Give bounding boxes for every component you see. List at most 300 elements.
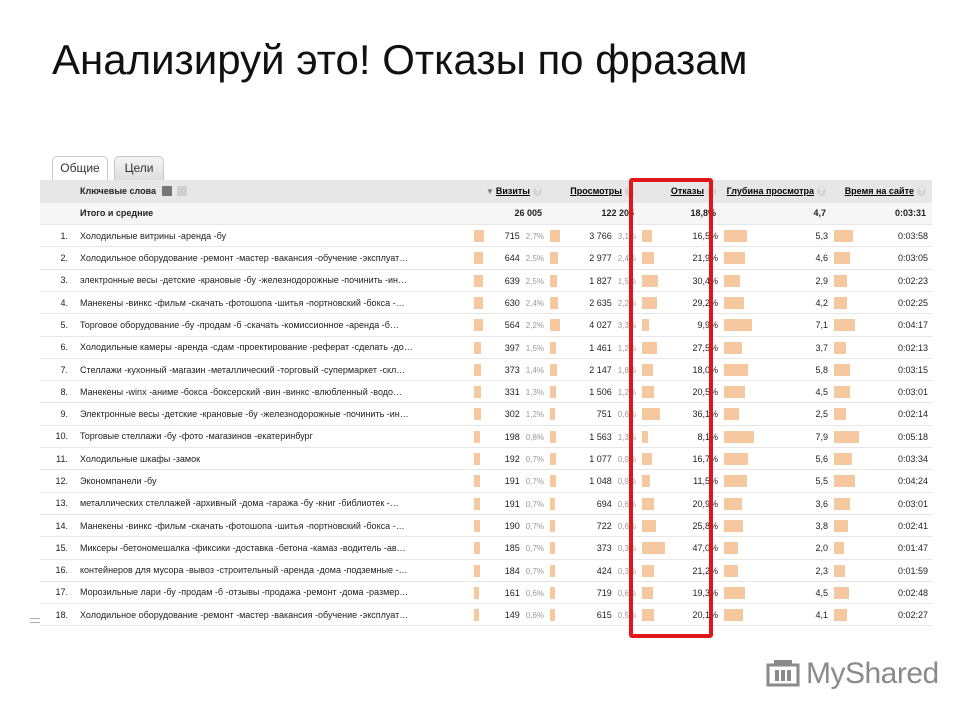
views-bar xyxy=(550,431,556,443)
views-cell-value: 2 635 xyxy=(589,297,612,308)
visits-cell xyxy=(472,291,548,313)
keyword-phrase[interactable]: Холодильное оборудование -ремонт -мастер -вакансия -обучение -эксплуат… xyxy=(76,247,472,269)
views-bar xyxy=(550,408,555,420)
views-bar xyxy=(550,364,557,376)
visits-bar xyxy=(474,542,480,554)
depth-bar xyxy=(724,520,743,532)
views-bar xyxy=(550,565,555,577)
depth-cell xyxy=(722,358,832,380)
table-row[interactable] xyxy=(40,514,932,536)
depth-cell-value: 2,0 xyxy=(815,543,828,554)
keyword-phrase[interactable]: Холодильные витрины -аренда -бу xyxy=(76,225,472,247)
table-row[interactable] xyxy=(40,448,932,470)
depth-bar xyxy=(724,275,740,287)
views-cell-value: 1 077 xyxy=(589,454,612,465)
time-cell xyxy=(832,448,932,470)
row-number: 16. xyxy=(40,559,76,581)
views-cell-value: 1 461 xyxy=(589,342,612,353)
help-icon[interactable]: ? xyxy=(533,187,542,196)
views-cell xyxy=(548,225,640,247)
sort-desc-icon: ▼ xyxy=(485,186,494,196)
time-bar xyxy=(834,475,855,487)
views-cell-value: 4 027 xyxy=(589,320,612,331)
visits-cell-percent: 0,7% xyxy=(525,499,544,509)
visits-cell-value: 630 xyxy=(504,297,520,308)
columns-icon[interactable] xyxy=(177,186,187,196)
totals-row xyxy=(40,202,932,224)
time-cell xyxy=(832,559,932,581)
row-number: 13. xyxy=(40,492,76,514)
grouping-icon[interactable] xyxy=(162,186,172,196)
depth-cell-value: 4,5 xyxy=(815,387,828,398)
depth-cell-value: 2,3 xyxy=(815,565,828,576)
time-bar xyxy=(834,565,845,577)
views-cell xyxy=(548,314,640,336)
bounce-cell-value: 20,1% xyxy=(692,610,718,621)
totals-label: Итого и средние xyxy=(76,202,472,224)
table-row[interactable] xyxy=(40,225,932,247)
time-cell xyxy=(832,492,932,514)
depth-bar xyxy=(724,319,752,331)
visits-bar xyxy=(474,364,481,376)
time-cell-value: 0:02:25 xyxy=(897,297,928,308)
logo-icon xyxy=(766,657,800,691)
help-icon[interactable]: ? xyxy=(625,187,634,196)
visits-cell xyxy=(472,247,548,269)
views-cell-value: 722 xyxy=(596,520,612,531)
table-row[interactable] xyxy=(40,291,932,313)
visits-bar xyxy=(474,252,483,264)
help-icon[interactable]: ? xyxy=(817,187,826,196)
visits-cell-value: 644 xyxy=(504,253,520,264)
depth-cell-value: 4,1 xyxy=(815,610,828,621)
row-number: 18. xyxy=(40,604,76,626)
views-cell xyxy=(548,403,640,425)
depth-cell-value: 2,9 xyxy=(815,275,828,286)
visits-cell-percent: 1,4% xyxy=(525,365,544,375)
depth-cell xyxy=(722,314,832,336)
row-number: 2. xyxy=(40,247,76,269)
visits-cell-percent: 2,7% xyxy=(525,232,544,242)
views-cell xyxy=(548,514,640,536)
views-cell xyxy=(548,336,640,358)
visits-cell-percent: 1,2% xyxy=(525,410,544,420)
visits-column-header[interactable]: ▼ Визиты ? xyxy=(472,180,548,202)
depth-cell xyxy=(722,225,832,247)
row-number: 1. xyxy=(40,225,76,247)
bounce-cell-value: 16,5% xyxy=(692,231,718,242)
time-bar xyxy=(834,275,847,287)
views-cell-value: 719 xyxy=(596,587,612,598)
time-cell xyxy=(832,604,932,626)
keyword-phrase[interactable]: Холодильные шкафы -замок xyxy=(76,448,472,470)
views-cell-percent: 0,3% xyxy=(617,566,636,576)
views-cell-percent: 0,6% xyxy=(617,410,636,420)
time-cell xyxy=(832,358,932,380)
views-cell-value: 424 xyxy=(596,565,612,576)
bounce-cell-value: 30,4% xyxy=(692,275,718,286)
depth-cell xyxy=(722,291,832,313)
visits-cell xyxy=(472,559,548,581)
visits-cell-percent: 0,8% xyxy=(525,432,544,442)
depth-bar xyxy=(724,587,745,599)
views-cell-percent: 1,2% xyxy=(617,343,636,353)
keyword-phrase[interactable]: электронные весы -детские -крановые -бу -железнодорожные -починить -ин… xyxy=(76,269,472,291)
totals-depth: 4,7 xyxy=(722,202,832,224)
help-icon[interactable]: ? xyxy=(917,187,926,196)
views-bar xyxy=(550,498,555,510)
visits-cell-value: 715 xyxy=(504,231,520,242)
views-bar xyxy=(550,319,560,331)
visits-bar xyxy=(474,587,479,599)
visits-cell-percent: 1,5% xyxy=(525,343,544,353)
slide-title: Анализируй это! Отказы по фразам xyxy=(52,36,748,83)
visits-cell xyxy=(472,336,548,358)
keyword-phrase[interactable]: Миксеры -бетономешалка -фиксики -доставка -бетона -камаз -водитель -ав… xyxy=(76,537,472,559)
views-cell-percent: 1,3% xyxy=(617,432,636,442)
bounce-cell-value: 27,5% xyxy=(692,342,718,353)
depth-cell-value: 5,8 xyxy=(815,364,828,375)
bounce-cell-value: 11,5% xyxy=(693,476,718,487)
row-number: 9. xyxy=(40,403,76,425)
views-cell xyxy=(548,381,640,403)
depth-cell xyxy=(722,448,832,470)
bounce-cell-value: 21,2% xyxy=(692,565,718,576)
depth-cell xyxy=(722,604,832,626)
time-cell xyxy=(832,514,932,536)
depth-bar xyxy=(724,542,738,554)
views-cell-value: 1 506 xyxy=(589,387,612,398)
time-cell-value: 0:02:27 xyxy=(897,610,928,621)
time-bar xyxy=(834,609,847,621)
time-cell xyxy=(832,403,932,425)
depth-bar xyxy=(724,565,738,577)
views-cell-value: 694 xyxy=(596,498,612,509)
bounce-cell-value: 8,1% xyxy=(697,431,718,442)
views-cell-value: 2 147 xyxy=(589,364,612,375)
bounce-cell-value: 20,9% xyxy=(692,498,718,509)
visits-cell xyxy=(472,492,548,514)
depth-bar xyxy=(724,408,739,420)
bounce-cell-value: 36,1% xyxy=(692,409,718,420)
views-cell-value: 751 xyxy=(596,409,612,420)
table-row[interactable] xyxy=(40,336,932,358)
time-bar xyxy=(834,364,850,376)
visits-cell-percent: 2,5% xyxy=(525,276,544,286)
views-cell-percent: 0,9% xyxy=(617,477,636,487)
visits-cell xyxy=(472,514,548,536)
bounce-cell-value: 19,3% xyxy=(692,587,718,598)
time-cell-value: 0:04:17 xyxy=(897,320,928,331)
time-cell xyxy=(832,247,932,269)
table-row[interactable] xyxy=(40,247,932,269)
keyword-phrase[interactable]: Стеллажи -кухонный -магазин -металлический -торговый -супермаркет -скл… xyxy=(76,358,472,380)
row-number: 5. xyxy=(40,314,76,336)
views-bar xyxy=(550,542,555,554)
depth-bar xyxy=(724,252,745,264)
depth-cell xyxy=(722,336,832,358)
views-cell-percent: 0,6% xyxy=(617,588,636,598)
time-bar xyxy=(834,297,847,309)
views-cell xyxy=(548,604,640,626)
keyword-phrase[interactable]: Манекены -winx -аниме -бокса -боксерский -вин -винкс -влюбленный -водо… xyxy=(76,381,472,403)
views-column-header[interactable]: Просмотры ? xyxy=(548,180,640,202)
depth-cell xyxy=(722,514,832,536)
visits-cell xyxy=(472,604,548,626)
row-number: 17. xyxy=(40,581,76,603)
time-cell-value: 0:05:18 xyxy=(897,431,928,442)
views-bar xyxy=(550,520,555,532)
totals-views: 122 205 xyxy=(548,202,640,224)
table-row[interactable] xyxy=(40,492,932,514)
depth-cell xyxy=(722,269,832,291)
views-bar xyxy=(550,453,556,465)
visits-cell xyxy=(472,537,548,559)
bounces-column-header[interactable]: Отказы ? xyxy=(640,180,722,202)
help-icon[interactable]: ? xyxy=(707,187,716,196)
views-cell-percent: 0,5% xyxy=(617,611,636,621)
tab-goals[interactable]: Цели xyxy=(114,156,164,180)
visits-bar xyxy=(474,498,480,510)
time-cell-value: 0:03:01 xyxy=(897,387,928,398)
visits-bar xyxy=(474,408,481,420)
visits-bar xyxy=(474,565,480,577)
time-cell xyxy=(832,269,932,291)
visits-cell xyxy=(472,225,548,247)
views-bar xyxy=(550,342,556,354)
keyword-phrase[interactable]: Торговое оборудование -бу -продам -б -скачать -комиссионное -аренда -б… xyxy=(76,314,472,336)
time-bar xyxy=(834,453,852,465)
visits-bar xyxy=(474,342,481,354)
table-row[interactable] xyxy=(40,425,932,447)
visits-cell-value: 302 xyxy=(504,409,520,420)
row-number: 11. xyxy=(40,448,76,470)
views-cell xyxy=(548,492,640,514)
time-bar xyxy=(834,542,844,554)
time-bar xyxy=(834,520,848,532)
bounce-cell-value: 47,0% xyxy=(692,543,718,554)
views-cell-percent: 0,9% xyxy=(617,455,636,465)
visits-cell-value: 185 xyxy=(504,543,520,554)
visits-bar xyxy=(474,431,480,443)
visits-bar xyxy=(474,453,480,465)
depth-cell xyxy=(722,492,832,514)
depth-cell xyxy=(722,470,832,492)
visits-bar xyxy=(474,297,483,309)
time-cell xyxy=(832,581,932,603)
visits-cell-value: 564 xyxy=(504,320,520,331)
visits-cell-value: 331 xyxy=(504,387,520,398)
keyword-phrase[interactable]: Манекены -винкс -фильм -скачать -фотошопа -шитья -портновский -бокса -… xyxy=(76,514,472,536)
views-cell-percent: 0,6% xyxy=(617,521,636,531)
views-bar xyxy=(550,297,558,309)
time-bar xyxy=(834,498,850,510)
visits-cell xyxy=(472,448,548,470)
scroll-marker xyxy=(30,618,42,626)
table-row[interactable] xyxy=(40,358,932,380)
row-number: 3. xyxy=(40,269,76,291)
row-number: 4. xyxy=(40,291,76,313)
depth-cell xyxy=(722,581,832,603)
depth-cell-value: 4,5 xyxy=(815,587,828,598)
time-cell xyxy=(832,470,932,492)
row-number: 15. xyxy=(40,537,76,559)
visits-cell-value: 397 xyxy=(504,342,520,353)
visits-cell xyxy=(472,269,548,291)
row-number: 12. xyxy=(40,470,76,492)
visits-cell-percent: 0,7% xyxy=(525,521,544,531)
table-row[interactable] xyxy=(40,470,932,492)
totals-bounces: 18,8% xyxy=(640,202,722,224)
time-cell-value: 0:04:24 xyxy=(897,476,928,487)
views-cell xyxy=(548,269,640,291)
row-number: 6. xyxy=(40,336,76,358)
visits-cell-percent: 0,7% xyxy=(525,544,544,554)
table-row[interactable] xyxy=(40,581,932,603)
logo-text: MyShared xyxy=(806,657,939,690)
visits-cell xyxy=(472,425,548,447)
visits-cell-value: 190 xyxy=(504,520,520,531)
depth-cell-value: 2,5 xyxy=(815,409,828,420)
time-cell xyxy=(832,336,932,358)
depth-bar xyxy=(724,386,745,398)
visits-cell-value: 149 xyxy=(504,610,520,621)
depth-bar xyxy=(724,297,744,309)
views-cell-percent: 1,8% xyxy=(617,365,636,375)
views-cell-value: 1 563 xyxy=(589,431,612,442)
totals-visits: 26 005 xyxy=(472,202,548,224)
views-cell xyxy=(548,291,640,313)
visits-cell xyxy=(472,581,548,603)
table-row[interactable] xyxy=(40,559,932,581)
depth-cell xyxy=(722,425,832,447)
visits-cell-percent: 2,2% xyxy=(525,321,544,331)
visits-cell-value: 191 xyxy=(504,476,520,487)
table-row[interactable] xyxy=(40,381,932,403)
visits-cell-value: 161 xyxy=(504,587,520,598)
visits-cell-percent: 1,3% xyxy=(525,388,544,398)
depth-cell xyxy=(722,403,832,425)
time-cell xyxy=(832,537,932,559)
keyword-phrase[interactable]: металлических стеллажей -архивный -дома -гаража -бу -книг -библиотек -… xyxy=(76,492,472,514)
depth-cell-value: 4,6 xyxy=(815,253,828,264)
table-row[interactable] xyxy=(40,314,932,336)
time-bar xyxy=(834,319,855,331)
bounce-cell-value: 21,9% xyxy=(692,253,718,264)
views-cell-value: 2 977 xyxy=(589,253,612,264)
views-cell-percent: 1,2% xyxy=(617,388,636,398)
time-bar xyxy=(834,431,859,443)
visits-cell xyxy=(472,381,548,403)
time-cell xyxy=(832,314,932,336)
row-number: 7. xyxy=(40,358,76,380)
time-bar xyxy=(834,342,846,354)
views-cell xyxy=(548,559,640,581)
depth-cell xyxy=(722,537,832,559)
keyword-phrase[interactable]: Холодильное оборудование -ремонт -мастер -вакансия -обучение -эксплуат… xyxy=(76,604,472,626)
depth-cell-value: 5,3 xyxy=(815,231,828,242)
visits-cell xyxy=(472,470,548,492)
views-bar xyxy=(550,275,557,287)
time-cell xyxy=(832,225,932,247)
bounce-cell-value: 25,8% xyxy=(692,520,718,531)
visits-cell-percent: 0,7% xyxy=(525,566,544,576)
views-cell xyxy=(548,537,640,559)
views-cell-value: 1 827 xyxy=(589,275,612,286)
depth-cell-value: 7,1 xyxy=(815,320,828,331)
table-row[interactable] xyxy=(40,403,932,425)
views-cell xyxy=(548,247,640,269)
keyword-phrase[interactable]: Манекены -винкс -фильм -скачать -фотошопа -шитья -портновский -бокса -… xyxy=(76,291,472,313)
depth-bar xyxy=(724,431,754,443)
visits-bar xyxy=(474,386,481,398)
tab-general[interactable]: Общие xyxy=(52,156,108,181)
visits-cell-percent: 2,4% xyxy=(525,298,544,308)
depth-cell-value: 3,6 xyxy=(815,498,828,509)
time-cell-value: 0:03:58 xyxy=(897,231,928,242)
views-bar xyxy=(550,252,558,264)
views-cell-value: 1 048 xyxy=(589,476,612,487)
visits-cell-value: 639 xyxy=(504,275,520,286)
time-cell-value: 0:03:05 xyxy=(897,253,928,264)
views-cell-percent: 3,1% xyxy=(617,232,636,242)
visits-cell xyxy=(472,358,548,380)
keyword-phrase[interactable]: Морозильные лари -бу -продам -б -отзывы -продажа -ремонт -дома -размер… xyxy=(76,581,472,603)
views-bar xyxy=(550,386,556,398)
table-row[interactable] xyxy=(40,604,932,626)
table-row[interactable] xyxy=(40,537,932,559)
visits-bar xyxy=(474,319,483,331)
keywords-column-header[interactable]: Ключевые слова xyxy=(76,180,472,202)
keyword-phrase[interactable]: Электронные весы -детские -крановые -бу -железнодорожные -починить -ин… xyxy=(76,403,472,425)
views-cell xyxy=(548,581,640,603)
visits-cell-percent: 0,7% xyxy=(525,477,544,487)
bounce-cell-value: 9,9% xyxy=(697,320,718,331)
keyword-phrase[interactable]: Торговые стеллажи -бу -фото -магазинов -екатеринбург xyxy=(76,425,472,447)
views-cell-value: 615 xyxy=(596,610,612,621)
depth-column-header[interactable]: Глубина просмотра ? xyxy=(722,180,832,202)
depth-bar xyxy=(724,342,742,354)
depth-cell-value: 5,6 xyxy=(815,454,828,465)
visits-bar xyxy=(474,275,483,287)
time-column-header[interactable]: Время на сайте ? xyxy=(832,180,932,202)
depth-cell-value: 4,2 xyxy=(815,297,828,308)
totals-time: 0:03:31 xyxy=(832,202,932,224)
depth-bar xyxy=(724,230,747,242)
time-cell-value: 0:03:15 xyxy=(897,364,928,375)
row-number: 10. xyxy=(40,425,76,447)
table-row[interactable] xyxy=(40,269,932,291)
visits-cell-percent: 0,6% xyxy=(525,611,544,621)
keyword-phrase[interactable]: контейнеров для мусора -вывоз -строительный -аренда -дома -подземные -… xyxy=(76,559,472,581)
time-cell-value: 0:03:01 xyxy=(897,498,928,509)
views-cell xyxy=(548,470,640,492)
keywords-report-table xyxy=(40,180,932,626)
keyword-phrase[interactable]: Холодильные камеры -аренда -сдам -проектирование -реферат -сделать -до… xyxy=(76,336,472,358)
time-bar xyxy=(834,587,849,599)
keyword-phrase[interactable]: Экономпанели -бу xyxy=(76,470,472,492)
visits-cell-percent: 0,6% xyxy=(525,588,544,598)
visits-bar xyxy=(474,475,480,487)
depth-cell-value: 5,5 xyxy=(815,476,828,487)
visits-cell-value: 184 xyxy=(504,565,520,576)
time-cell xyxy=(832,425,932,447)
views-cell-percent: 2,2% xyxy=(617,298,636,308)
bounce-cell-value: 18,0% xyxy=(692,364,718,375)
views-cell-percent: 2,4% xyxy=(617,254,636,264)
time-bar xyxy=(834,408,846,420)
depth-bar xyxy=(724,475,747,487)
